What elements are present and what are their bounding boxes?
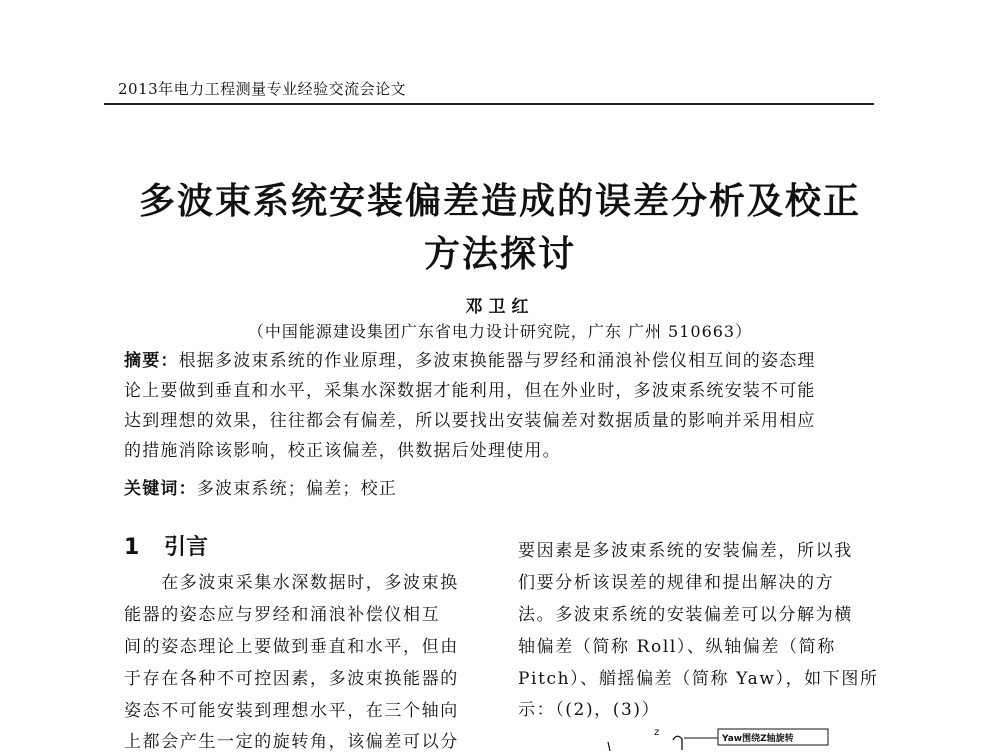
abstract-line-2: 论上要做到垂直和水平，采集水深数据才能利用，但在外业时，多波束系统安装不可能	[124, 381, 816, 401]
rotation-arrow	[673, 736, 682, 750]
right-column-line-6: 示：（(2)，(3)）	[518, 700, 661, 720]
abstract-line-4: 的措施消除该影响，校正该偏差，供数据后处理使用。	[124, 441, 561, 461]
abstract-label: 摘要：	[124, 351, 179, 371]
axis-mark-left	[608, 742, 610, 751]
author-name: 邓卫红	[465, 297, 535, 317]
right-column-line-4: 轴偏差（简称 Roll）、纵轴偏差（简称	[518, 637, 836, 657]
section-heading	[124, 530, 208, 561]
author-affiliation: （中国能源建设集团广东省电力设计研究院，广东 广州 510663）	[247, 322, 753, 341]
running-header: 2013年电力工程测量专业经验交流会论文	[118, 80, 407, 98]
right-column-line-1: 要因素是多波束系统的安装偏差，所以我	[518, 541, 853, 561]
abstract-line-3: 达到理想的效果，往往都会有偏差，所以要找出安装偏差对数据质量的影响并采用相应	[124, 411, 816, 431]
figure-yaw-diagram	[580, 720, 840, 755]
abstract-line-1	[124, 346, 816, 371]
paper-title-line-2: 方法探讨	[423, 234, 576, 275]
header-rule	[104, 103, 874, 105]
left-column-line-3: 间的姿态理论上要做到垂直和水平，但由	[124, 637, 459, 657]
keywords-label: 关键词：	[124, 479, 197, 499]
keywords-line	[124, 474, 397, 499]
section-title: 引言	[164, 535, 209, 560]
annotation-text: Yaw围绕Z轴旋转	[722, 734, 794, 744]
keywords-text: 多波束系统；偏差；校正	[196, 479, 398, 499]
left-column-line-2: 能器的姿态应与罗经和涌浪补偿仪相互	[124, 605, 441, 625]
yaw-diagram-svg	[580, 720, 840, 751]
paper-title-line-1: 多波束系统安装偏差造成的误差分析及校正	[138, 181, 861, 222]
right-column-line-3: 法。多波束系统的安装偏差可以分解为横	[518, 605, 853, 625]
left-column-line-4: 于存在各种不可控因素，多波束换能器的	[124, 669, 459, 689]
section-number: 1	[124, 535, 140, 560]
right-column-line-5: Pitch）、艏摇偏差（简称 Yaw），如下图所	[518, 669, 879, 689]
abstract-text: 根据多波束系统的作业原理，多波束换能器与罗经和涌浪补偿仪相互间的姿态理	[178, 351, 816, 371]
left-column-line-1: 在多波束采集水深数据时，多波束换	[124, 573, 459, 593]
z-axis-label: z	[654, 727, 660, 738]
left-column-line-6: 上都会产生一定的旋转角，该偏差可以分	[124, 732, 459, 752]
left-column-line-5: 姿态不可能安装到理想水平，在三个轴向	[124, 701, 459, 721]
right-column-line-2: 们要分析该误差的规律和提出解决的方	[518, 573, 835, 593]
